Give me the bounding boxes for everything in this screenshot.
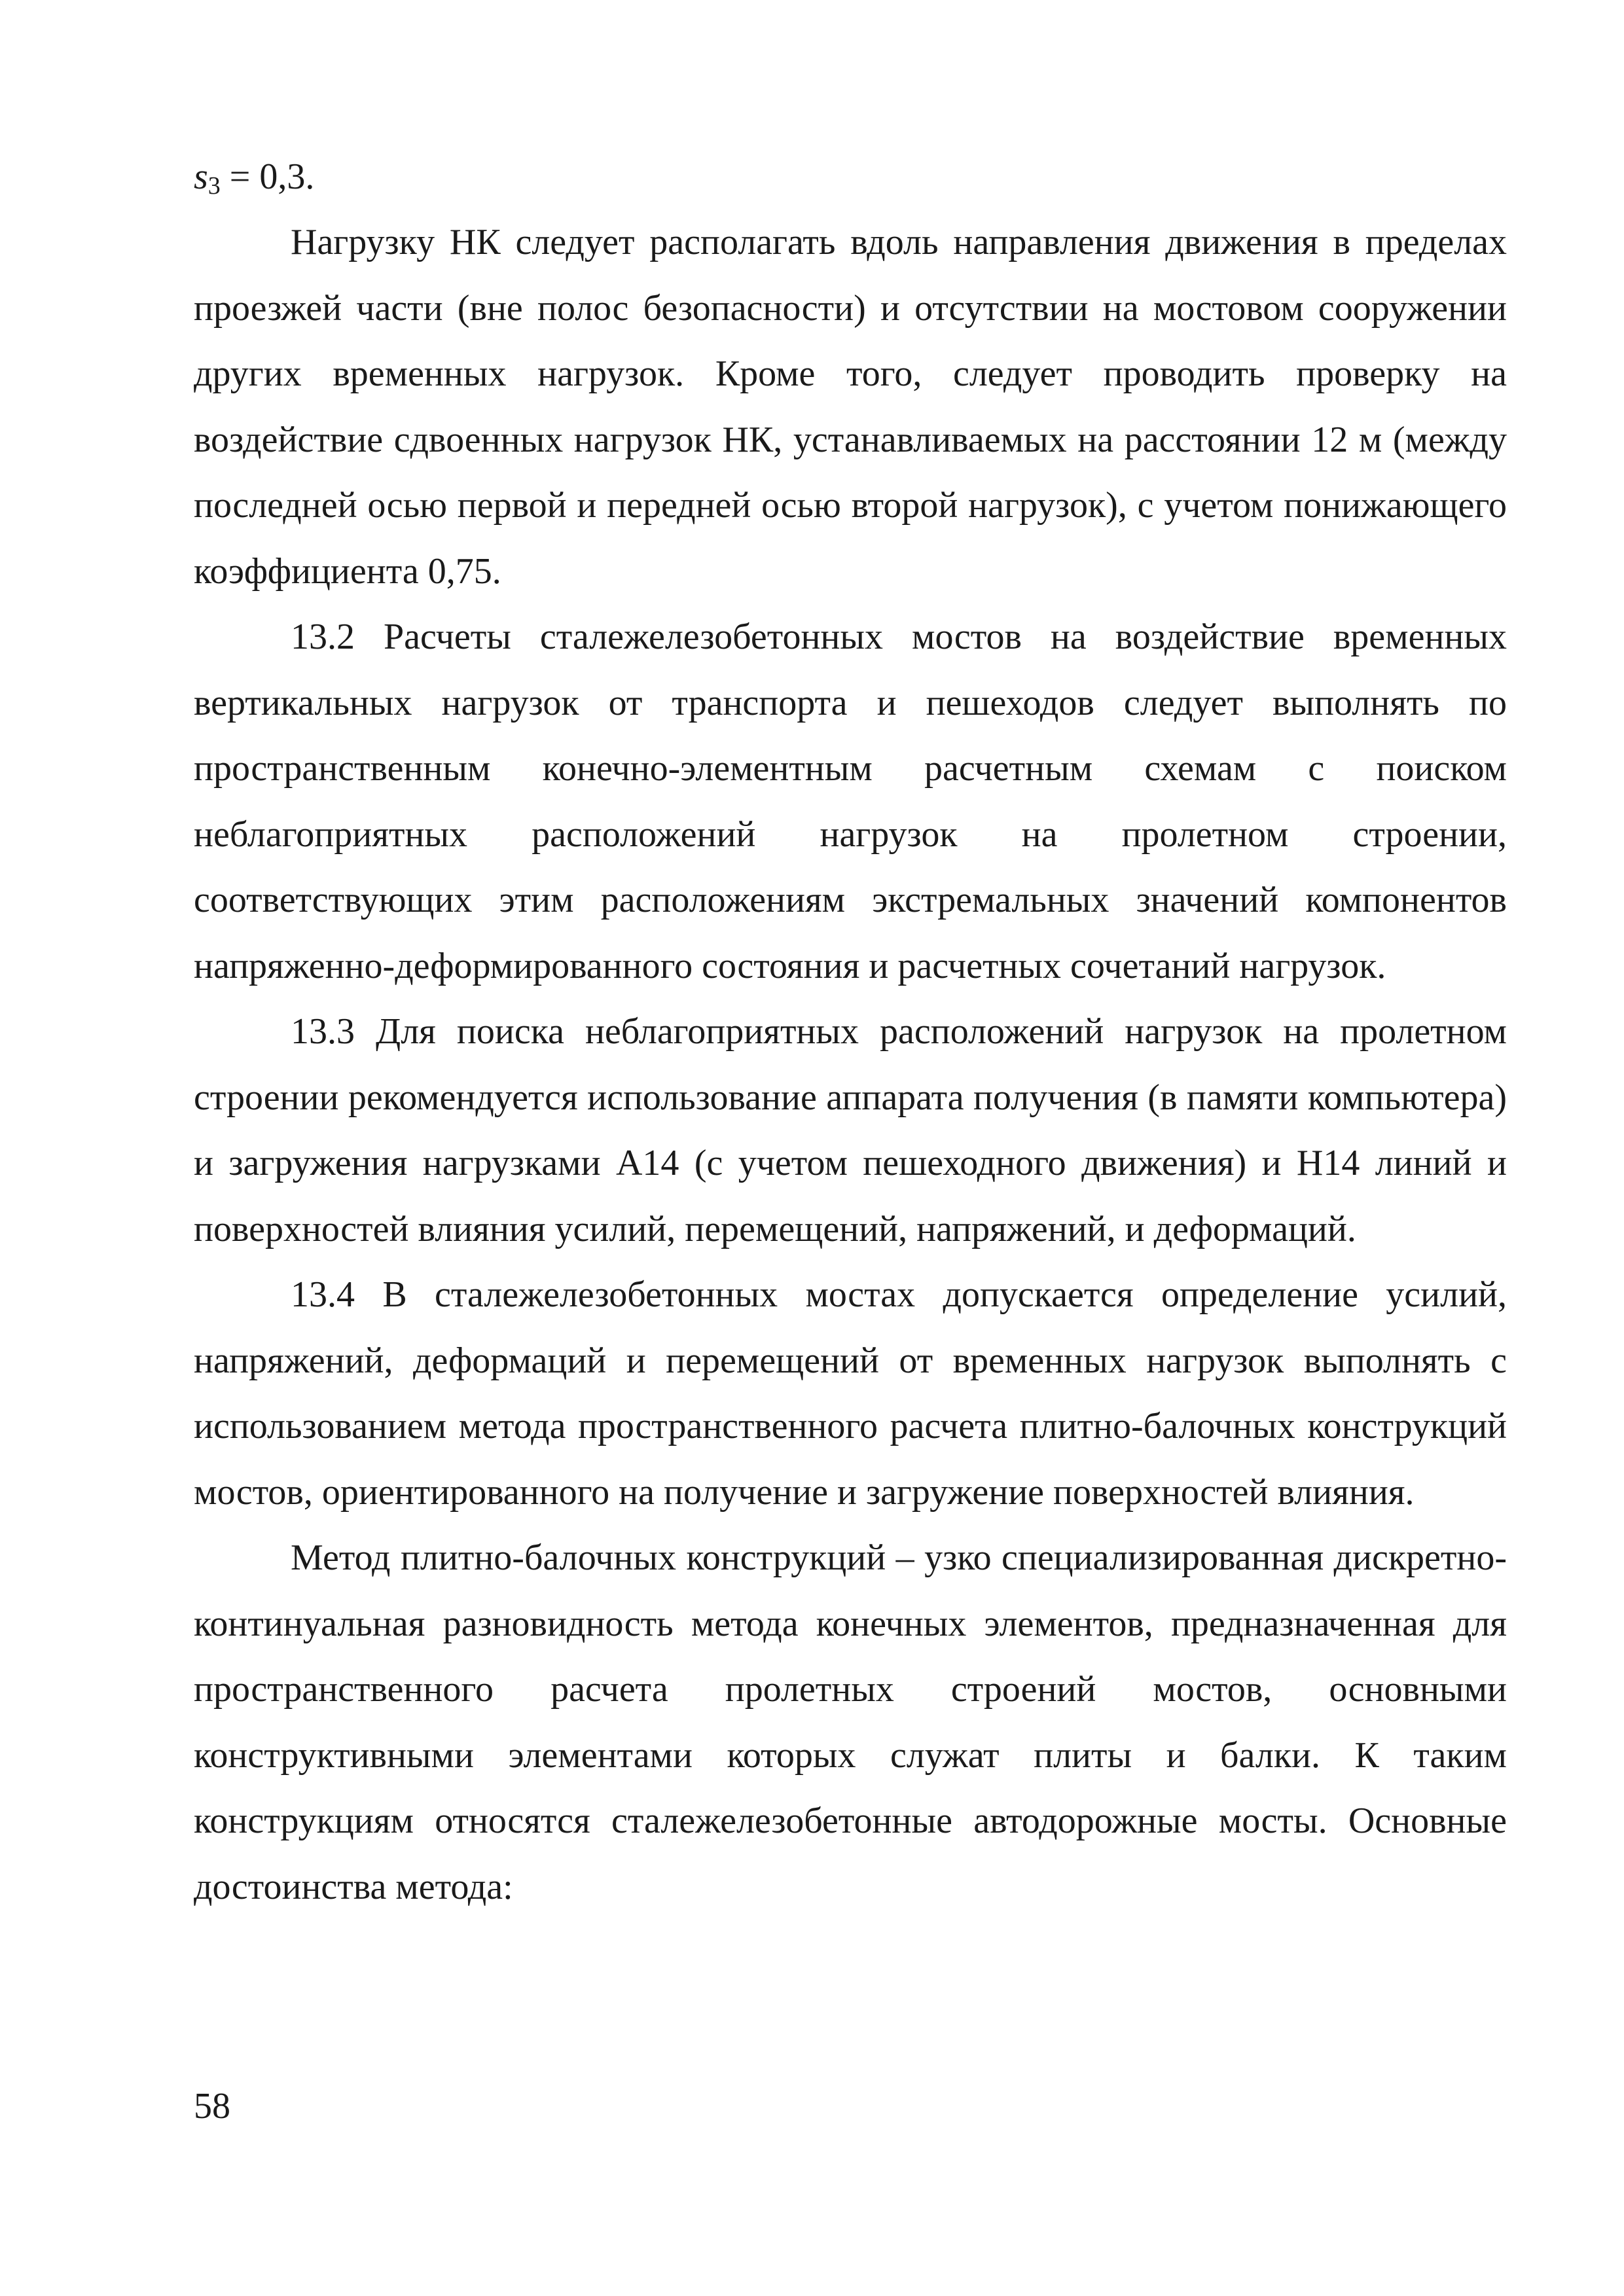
formula-subscript: 3: [208, 172, 221, 200]
paragraph-13-4: 13.4 В сталежелезобетонных мостах допускается определение усилий, напряжений, деформаций и перемещений от временных нагрузок выполнять с использованием метода пространственного расчета плитно-балочных конструкций мостов, ориентированного на получение и загружение поверхностей влияния.: [194, 1274, 1507, 1513]
page-body: [194, 144, 1507, 1920]
formula-variable: s: [194, 156, 208, 197]
paragraph-hk-load: Нагрузку НК следует располагать вдоль направления движения в пределах проезжей части (вне полос безопасности) и отсутствии на мостовом сооружении других временных нагрузок. Кроме того, следует проводить проверку на воздействие сдвоенных нагрузок НК, устанавливаемых на расстоянии 12 м (между последней осью первой и передней осью второй нагрузок), с учетом понижающего коэффициента 0,75.: [194, 222, 1507, 592]
paragraph-method: Метод плитно-балочных конструкций – узко специализированная дискретно-континуальная разновидность метода конечных элементов, предназначенная для пространственного расчета пролетных строений мостов, основными конструктивными элементами которых служат плиты и балки. К таким конструкциям относятся сталежелезобетонные автодорожные мосты. Основные достоинства метода:: [194, 1537, 1507, 1907]
page-number: 58: [194, 2086, 230, 2126]
formula-s3: [194, 144, 1507, 209]
paragraph-13-2: 13.2 Расчеты сталежелезобетонных мостов на воздействие временных вертикальных нагрузок от транспорта и пешеходов следует выполнять по пространственным конечно-элементным расчетным схемам с поиском неблагоприятных расположений нагрузок на пролетном строении, соответствующих этим расположениям экстремальных значений компонентов напряженно-деформированного состояния и расчетных сочетаний нагрузок.: [194, 617, 1507, 986]
paragraph-13-3: 13.3 Для поиска неблагоприятных расположений нагрузок на пролетном строении рекомендуется использование аппарата получения (в памяти компьютера) и загружения нагрузками А14 (с учетом пешеходного движения) и Н14 линий и поверхностей влияния усилий, перемещений, напряжений, и деформаций.: [194, 1011, 1507, 1249]
formula-value: = 0,3.: [220, 156, 315, 197]
